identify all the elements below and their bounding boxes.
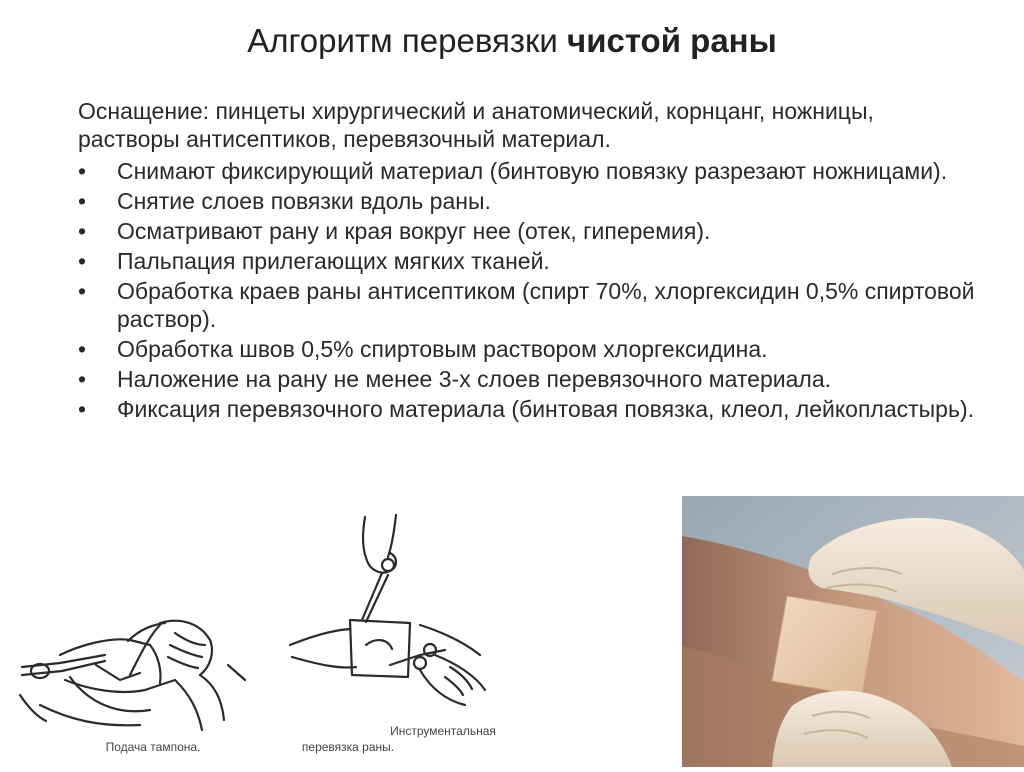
step-text: Обработка швов 0,5% спиртовым раствором хлоргексидина. xyxy=(117,336,768,362)
left-figure-caption: Подача тампона. xyxy=(105,740,201,754)
middle-figure-caption-line2: перевязка раны. xyxy=(301,740,395,754)
list-item xyxy=(78,277,978,333)
step-text: Снятие слоев повязки вдоль раны. xyxy=(117,188,491,214)
bullet-icon: • xyxy=(78,158,87,184)
step-text: Фиксация перевязочного материала (бинтовая повязка, клеол, лейкопластырь). xyxy=(117,396,975,422)
list-item xyxy=(78,247,978,275)
slide-title xyxy=(0,22,1024,60)
list-item xyxy=(78,217,978,245)
slide-content xyxy=(78,97,978,425)
bullet-icon: • xyxy=(78,248,87,274)
swab-handover-drawing xyxy=(0,505,265,767)
swab-handover-illustration xyxy=(0,505,265,767)
step-text: Обработка краев раны антисептиком (спирт 70%, хлоргексидин 0,5% спиртовой раствор). xyxy=(117,278,975,332)
step-text: Наложение на рану не менее 3-х слоев перевязочного материала. xyxy=(117,366,832,392)
title-regular: Алгоритм перевязки xyxy=(247,22,568,59)
bullet-icon: • xyxy=(78,218,87,244)
bullet-icon: • xyxy=(78,396,87,422)
instrumental-dressing-illustration xyxy=(270,505,510,767)
list-item xyxy=(78,157,978,185)
list-item xyxy=(78,187,978,215)
equipment-intro: Оснащение: пинцеты хирургический и анатомический, корнцанг, ножницы, растворы антисептиков, перевязочный материал. xyxy=(78,98,874,152)
bullet-icon: • xyxy=(78,278,87,304)
bullet-icon: • xyxy=(78,366,87,392)
bullet-icon: • xyxy=(78,336,87,362)
list-item xyxy=(78,335,978,363)
title-bold: чистой раны xyxy=(567,22,777,59)
dressing-photo xyxy=(682,496,1024,767)
dressing-photo-image xyxy=(682,496,1024,767)
step-text: Снимают фиксирующий материал (бинтовую повязку разрезают ножницами). xyxy=(117,158,948,184)
step-text: Осматривают рану и края вокруг нее (отек, гиперемия). xyxy=(117,218,711,244)
steps-list xyxy=(78,157,978,423)
list-item xyxy=(78,395,978,423)
bullet-icon: • xyxy=(78,188,87,214)
list-item xyxy=(78,365,978,393)
step-text: Пальпация прилегающих мягких тканей. xyxy=(117,248,550,274)
middle-figure-caption-line1: Инструментальная xyxy=(390,724,496,738)
